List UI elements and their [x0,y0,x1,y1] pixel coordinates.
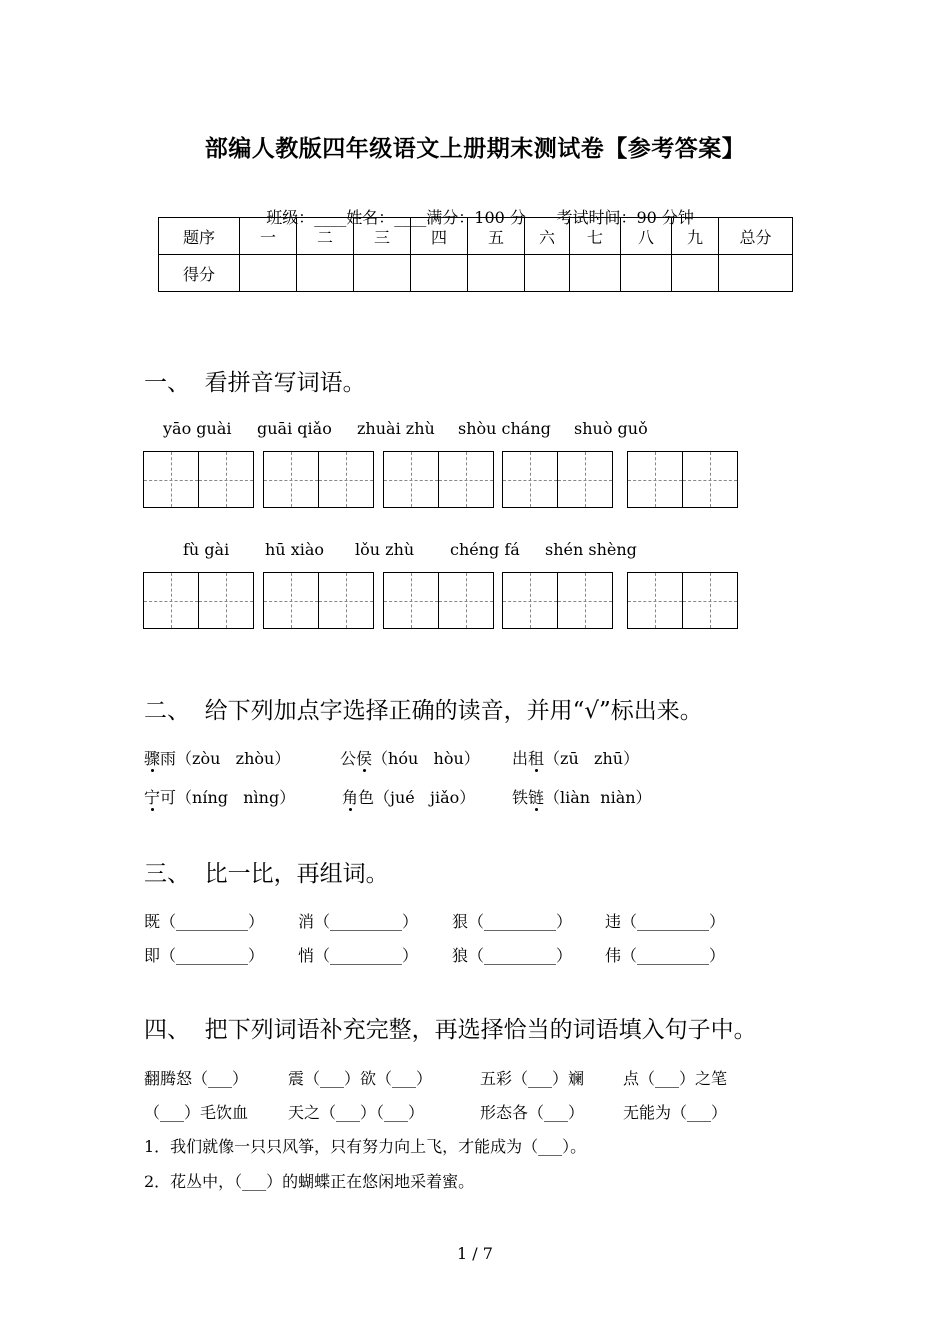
writing-grid[interactable] [263,572,374,629]
writing-grid[interactable] [143,572,254,629]
writing-grid[interactable] [502,572,613,629]
pinyin-label: guāi qiǎo [257,419,332,438]
pinyin-label: shòu cháng [458,419,551,438]
idiom-item[interactable]: （___）毛饮血 [144,1103,249,1122]
class-blank[interactable]: ____ [314,208,347,227]
pinyin-label: shén shèng [545,540,637,559]
score-header-cell: 八 [621,218,672,255]
score-header-cell: 六 [525,218,570,255]
sentence-2[interactable]: 2．花丛中，（___）的蝴蝶正在悠闲地采着蜜。 [144,1172,475,1191]
score-cell[interactable] [468,255,525,292]
sentence-1[interactable]: 1．我们就像一只只风筝，只有努力向上飞，才能成为（___）。 [144,1137,587,1156]
pronunciation-item[interactable]: 公侯（hóu hòu） [340,749,480,768]
compare-item[interactable]: 违（_________） [605,912,726,931]
score-cell[interactable] [672,255,719,292]
writing-grid[interactable] [627,572,738,629]
writing-grid[interactable] [383,572,494,629]
idiom-item[interactable]: 翻腾怒（___） [144,1069,249,1088]
idiom-item[interactable]: 五彩（___）斓 [480,1069,585,1088]
writing-grid[interactable] [502,451,613,508]
compare-item[interactable]: 悄（_________） [298,946,419,965]
section2-heading: 二、 给下列加点字选择正确的读音，并用“√”标出来。 [144,698,703,724]
writing-grid[interactable] [627,451,738,508]
pronunciation-item[interactable]: 角色（jué jiǎo） [342,788,476,807]
page-title: 部编人教版四年级语文上册期末测试卷【参考答案】 [204,135,746,162]
compare-item[interactable]: 消（_________） [298,912,419,931]
pronunciation-item[interactable]: 宁可（níng nìng） [144,788,296,807]
score-cell[interactable] [240,255,297,292]
idiom-item[interactable]: 无能为（___） [623,1103,728,1122]
score-header-cell: 题序 [159,218,240,255]
section3-heading: 三、 比一比，再组词。 [144,861,389,887]
exam-time: 考试时间：90 分钟 [556,208,694,227]
writing-grid[interactable] [383,451,494,508]
idiom-item[interactable]: 点（___）之笔 [623,1069,728,1088]
score-cell[interactable] [297,255,354,292]
section1-heading: 一、 看拼音写词语。 [144,370,366,396]
score-cell[interactable] [411,255,468,292]
compare-item[interactable]: 既（_________） [144,912,265,931]
pinyin-label: hū xiào [265,540,325,559]
score-header-cell: 三 [354,218,411,255]
score-table-header-row [159,218,793,255]
pinyin-label: chéng fá [450,540,520,559]
score-table-score-row [159,255,793,292]
compare-item[interactable]: 伟（_________） [605,946,726,965]
score-cell[interactable] [354,255,411,292]
pronunciation-item[interactable]: 骤雨（zòu zhòu） [144,749,291,768]
score-cell[interactable] [525,255,570,292]
name-label: 姓名： [346,208,395,227]
section4-heading: 四、 把下列词语补充完整，再选择恰当的词语填入句子中。 [144,1017,757,1043]
pronunciation-item[interactable]: 铁链（liàn niàn） [512,788,652,807]
pinyin-label: zhuài zhù [357,419,435,438]
class-label: 班级： [266,208,315,227]
score-header-cell: 一 [240,218,297,255]
score-header-cell: 七 [570,218,621,255]
score-cell[interactable] [621,255,672,292]
idiom-item[interactable]: 天之（___）（___） [288,1103,425,1122]
score-cell[interactable] [570,255,621,292]
page-number: 1 / 7 [457,1244,493,1263]
score-table [158,217,793,292]
pinyin-label: lǒu zhù [355,540,415,559]
score-header-cell: 五 [468,218,525,255]
score-header-cell: 总分 [719,218,793,255]
score-header-cell: 二 [297,218,354,255]
compare-item[interactable]: 即（_________） [144,946,265,965]
name-blank[interactable]: ____ [394,208,427,227]
score-cell[interactable] [719,255,793,292]
score-header-cell: 九 [672,218,719,255]
full-score: 满分：100 分 [426,208,526,227]
score-header-cell: 四 [411,218,468,255]
pronunciation-item[interactable]: 出租（zū zhū） [512,749,640,768]
compare-item[interactable]: 狼（_________） [452,946,573,965]
compare-item[interactable]: 狠（_________） [452,912,573,931]
score-row-label: 得分 [159,255,240,292]
writing-grid[interactable] [263,451,374,508]
idiom-item[interactable]: 震（___）欲（___） [288,1069,433,1088]
writing-grid[interactable] [143,451,254,508]
idiom-item[interactable]: 形态各（___） [480,1103,585,1122]
pinyin-label: fù gài [183,540,230,559]
pinyin-label: yāo guài [163,419,232,438]
pinyin-label: shuò guǒ [574,419,648,438]
